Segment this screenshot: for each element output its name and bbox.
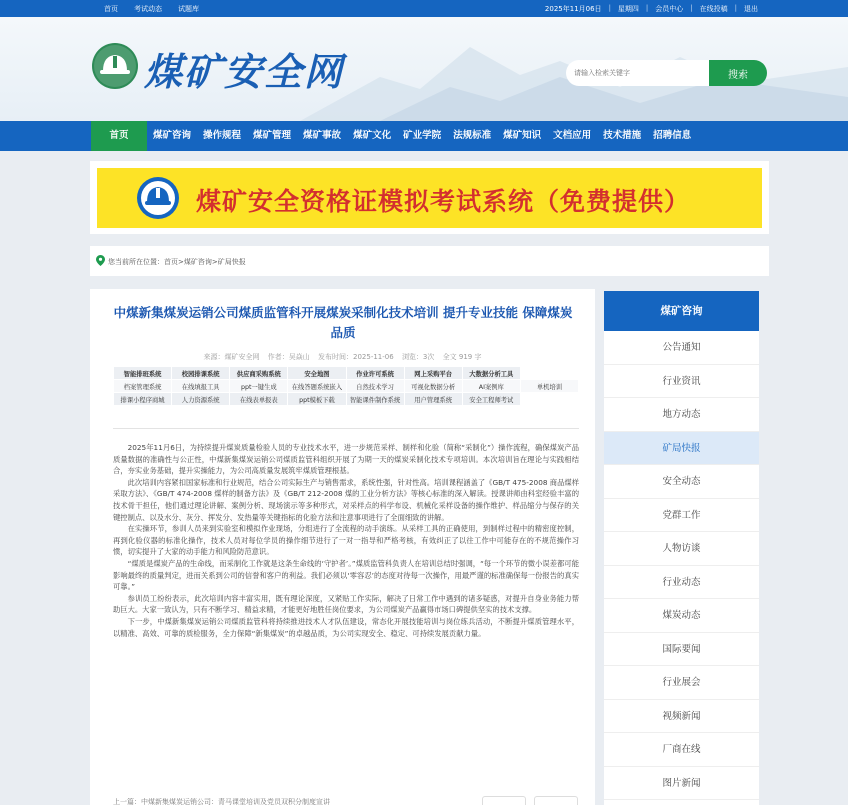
top-bar — [0, 0, 848, 17]
tool-link[interactable]: 智能课件制作系统 — [346, 393, 404, 406]
article-panel — [90, 289, 595, 805]
article-paragraph: 参训员工纷纷表示，此次培训内容丰富实用，既有理论深度，又紧贴工作实际，解决了日常工作中遇到的诸多疑惑，对提升自身业务能力帮助巨大。大家一致认为，只有不断学习、精益求精，才能更好地胜任岗位要求，为公司煤炭产品赢得市场口碑提供坚实的技术支撑。 — [113, 593, 579, 615]
member-center-link[interactable]: 会员中心 — [655, 5, 684, 13]
nav-list — [91, 121, 697, 151]
tool-link[interactable]: 在线表单报表 — [230, 393, 288, 406]
tool-link[interactable]: 作业许可系统 — [346, 367, 404, 380]
top-link-1[interactable]: 考试动态 — [134, 5, 162, 13]
meta-words: 全文 919 字 — [442, 353, 482, 361]
search-box — [566, 60, 766, 86]
nav-item-8[interactable]: 煤矿知识 — [503, 130, 542, 141]
nav-item-9[interactable]: 文档应用 — [553, 130, 592, 141]
article-title: 中煤新集煤炭运销公司煤质监管科开展煤炭采制化技术培训 提升专业技能 保障煤炭品质 — [113, 305, 573, 340]
sidebar-item[interactable]: 党群工作 — [604, 499, 759, 533]
site-logo-text[interactable]: 煤矿安全网 — [144, 49, 345, 94]
sidebar-item[interactable]: 安全动态 — [604, 465, 759, 499]
sidebar-item[interactable]: 行业展会 — [604, 666, 759, 700]
sep-2: | — [645, 4, 649, 12]
links-row — [114, 367, 579, 380]
nav-item-6[interactable]: 矿业学院 — [403, 130, 442, 141]
article-paragraph: 此次培训内容紧扣国家标准和行业规范，结合公司实际生产与销售需求，系统性强，针对性高。培训课程涵盖了《GB/T 475-2008 商品煤样采取方法》、《GB/T 474-2008 煤样的制备方法》及《GB/T 212-2008 煤的工业分析方法》等核心标准的深入解读。授课讲师由科室经验丰富的技术骨干担任，他们通过理论讲解、案例分析、现场演示等多种形式，对采样点的科学布设、机械化采样设备的操作维护、样品缩分与保存的关键控制点、以及水分、灰分、挥发分、发热量等关键指标的化验方法和注意事项进行了全面细致的讲解。 — [113, 477, 579, 522]
tool-link[interactable]: 智能排班系统 — [114, 367, 172, 380]
helmet-logo-icon[interactable] — [92, 43, 138, 89]
tool-link[interactable]: ppt一键生成 — [230, 380, 288, 393]
sep-4: | — [734, 4, 737, 12]
nav-item-0[interactable]: 首页 — [91, 121, 147, 151]
sidebar-item[interactable]: 行业动态 — [604, 566, 759, 600]
tool-link[interactable]: 安全工程师考试 — [462, 393, 520, 406]
tool-link[interactable]: 大数据分析工具 — [462, 367, 520, 380]
sidebar-item[interactable]: 地方动态 — [604, 398, 759, 432]
like-button[interactable] — [482, 796, 526, 805]
tool-link[interactable]: 网上采购平台 — [404, 367, 462, 380]
search-input[interactable] — [566, 60, 714, 86]
meta-author: 作者：吴焱山 — [267, 353, 310, 361]
weekday-text: 星期四 — [617, 5, 639, 13]
search-button[interactable]: 搜索 — [709, 60, 767, 86]
tool-link[interactable]: 用户管理系统 — [404, 393, 462, 406]
article-paragraph: 在实操环节，参训人员来到实验室和模拟作业现场，分组进行了全流程的动手演练。从采样工具的正确使用，到制样过程中的精密度控制，再到化验仪器的标准化操作，技术人员对每位学员的操作细节进行了一对一指导和严格考核，有效纠正了以往工作中可能存在的不规范操作习惯，切实提升了大家的动手能力和风险防范意识。 — [113, 524, 579, 557]
banner-container — [90, 161, 769, 234]
nav-item-2[interactable]: 操作规程 — [203, 130, 242, 141]
article-paragraph: 下一步，中煤新集煤炭运销公司煤质监管科将持续推进技术人才队伍建设，常态化开展技能培训与岗位练兵活动，不断提升煤质管理水平，以精准、高效、可靠的质检服务，全力保障“新集煤炭”的卓越品质，为公司实现安全、稳定、可持续发展贡献力量。 — [113, 616, 579, 638]
top-right — [545, 4, 758, 14]
sep-3: | — [690, 4, 693, 12]
sidebar-item[interactable]: 厂商在线 — [604, 733, 759, 767]
sidebar-item[interactable]: 公告通知 — [604, 331, 759, 365]
sidebar — [604, 291, 759, 805]
tool-link[interactable]: 排课小程序商城 — [114, 393, 172, 406]
nav-item-1[interactable]: 煤矿咨询 — [153, 130, 192, 141]
sidebar-item[interactable]: 视频新闻 — [604, 700, 759, 734]
top-links — [104, 4, 199, 14]
sidebar-item[interactable]: 矿局快报 — [604, 432, 759, 466]
tool-link[interactable]: 人力资源系统 — [172, 393, 230, 406]
divider — [113, 428, 579, 429]
tool-link[interactable]: 单机培训 — [520, 380, 578, 393]
tool-link[interactable]: ppt模板下载 — [288, 393, 346, 406]
nav-item-7[interactable]: 法规标准 — [453, 130, 492, 141]
article-paragraph: 2025年11月6日，为持续提升煤炭质量检验人员的专业技术水平，进一步规范采样、制样和化验（简称“采制化”）操作流程，确保煤炭产品质量数据的准确性与公正性，中煤新集煤炭运销公司煤质监管科组织开展了为期一天的煤炭采制化技术专项培训。本次培训旨在理论与实践相结合，夯实业务基础，提升实操能力，为公司高质量发展筑牢煤质管理根基。 — [113, 443, 579, 476]
meta-time: 发布时间：2025-11-06 — [318, 353, 394, 361]
breadcrumb — [90, 246, 769, 276]
top-link-0[interactable]: 首页 — [104, 5, 118, 13]
article-meta — [90, 352, 595, 362]
nav-item-4[interactable]: 煤矿事故 — [303, 130, 342, 141]
tool-link[interactable]: 可视化数据分析 — [404, 380, 462, 393]
breadcrumb-text[interactable]: 您当前所在位置：首页>煤矿咨询>矿局快报 — [108, 258, 246, 266]
nav-item-3[interactable]: 煤矿管理 — [253, 130, 292, 141]
article-body — [113, 442, 579, 639]
tool-links-table — [113, 366, 579, 406]
nav-item-10[interactable]: 技术措施 — [603, 130, 642, 141]
sidebar-item[interactable]: 图片新闻 — [604, 767, 759, 801]
site-header — [0, 17, 848, 121]
tool-link[interactable]: 在线填报工具 — [172, 380, 230, 393]
meta-source: 来源：煤矿安全网 — [203, 353, 260, 361]
location-pin-icon — [96, 255, 105, 266]
contribute-link[interactable]: 在线投稿 — [699, 5, 728, 13]
sidebar-item[interactable]: 人物访谈 — [604, 532, 759, 566]
share-button[interactable] — [534, 796, 578, 805]
nav-item-5[interactable]: 煤矿文化 — [353, 130, 392, 141]
tool-link[interactable]: 在线答题系统嵌入 — [288, 380, 346, 393]
article-paragraph: “煤质是煤炭产品的生命线，而采制化工作就是这条生命线的‘守护者’。”煤质监管科负责人在培训总结时强调，“每一个环节的微小误差都可能影响最终的质量判定，进而关系到公司的信誉和客户的利益。我们必须以‘零容忍’的态度对待每一次操作，用最严谨的标准确保每一份报告的真实可靠。” — [113, 558, 579, 592]
tool-link[interactable]: 供应商采购系统 — [230, 367, 288, 380]
exam-banner[interactable] — [97, 168, 762, 228]
tool-link[interactable]: 校园排课系统 — [172, 367, 230, 380]
links-row — [114, 380, 579, 393]
helmet-icon — [137, 177, 179, 219]
logout-link[interactable]: 退出 — [744, 5, 758, 13]
nav-item-11[interactable]: 招聘信息 — [653, 130, 692, 141]
sidebar-item[interactable]: 行业资讯 — [604, 365, 759, 399]
links-row — [114, 393, 579, 406]
tool-link[interactable]: 档案管理系统 — [114, 380, 172, 393]
sep-1: | — [608, 4, 611, 12]
sidebar-item[interactable]: 国际要闻 — [604, 633, 759, 667]
tool-link[interactable]: 自然技术学习 — [346, 380, 404, 393]
sidebar-title: 煤矿咨询 — [604, 291, 759, 331]
tool-link[interactable]: 安全地图 — [288, 367, 346, 380]
sidebar-list — [604, 331, 759, 800]
top-link-2[interactable]: 试题库 — [178, 5, 199, 13]
banner-text: 煤矿安全资格证模拟考试系统（免费提供） — [196, 187, 691, 216]
meta-views: 浏览：3次 — [401, 353, 435, 361]
sidebar-item[interactable]: 煤炭动态 — [604, 599, 759, 633]
tool-link[interactable]: AI案例库 — [462, 380, 520, 393]
prev-article-link[interactable]: 上一篇：中煤新集煤炭运销公司：青马课堂培训及党员双积分制度宣讲 — [113, 798, 330, 805]
date-text: 2025年11月06日 — [544, 5, 602, 13]
main-nav — [0, 121, 848, 151]
